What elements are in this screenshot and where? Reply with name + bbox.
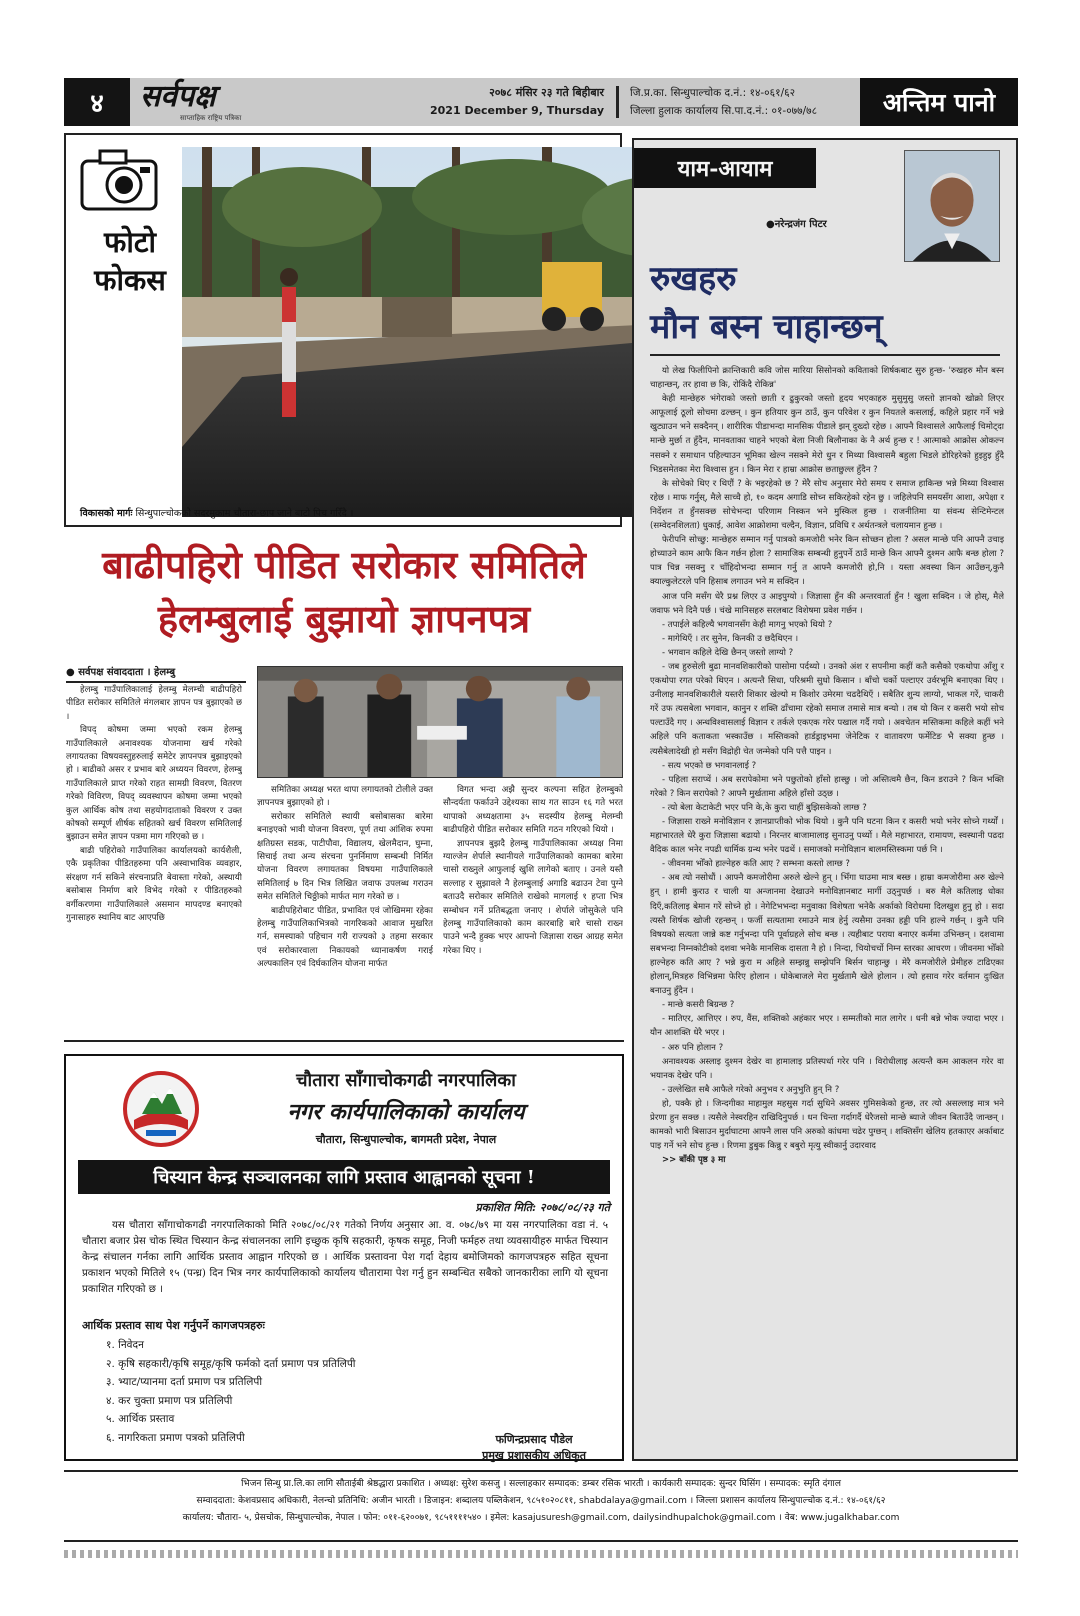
news-byline: ● सर्वपक्ष संवाददाता । हेलम्बु — [66, 664, 246, 683]
list-item: ६. नागरिकता प्रमाण पत्रको प्रतिलिपी — [106, 1431, 245, 1444]
memorandum-handover-photo — [257, 666, 623, 778]
list-item: ३. भ्याट/प्यानमा दर्ता प्रमाण पत्र प्रतिलिपी — [106, 1376, 263, 1389]
column-paragraph: - भगवान कहिले देखि छैनन् जस्तो लाग्यो ? — [662, 647, 794, 658]
news-headline — [64, 538, 624, 646]
notice-org-name: चौतारा साँगाचोकगढी नगरपालिका — [296, 1070, 516, 1091]
page-number: ४ — [64, 78, 130, 126]
continued-on-page: >> बाँकी पृष्ठ ३ मा — [662, 1155, 726, 1166]
list-item: ४. कर चुक्ता प्रमाण पत्र प्रतिलिपी — [106, 1394, 233, 1407]
column-paragraph: - जब हुरुसेली बुढा मानवशिकारीको पासोमा पर्दथ्यो । उनको अंश र सपनीमा कहीं कतै कसैको एकथोपा आँशु र एकथोपा रगत परेको थिएन । अत्यन्तै सिधा, परिश्रमी सुधो किसान । बाँचो चर्को पल्टाएर उर्वरभूमि बनाएका थिए । उनीलाइ मानवशिकारीले यस्तरी शिकार खेल्यो म किशोर उमेरमा चढदैथिएँ । सबैतिर शुन्य लाग्यो, भाकल गरें, चाकरी गरें उफ त्यसबेला भगवान, कानुन र शक्ति ढाँचामा रहेको समाज तमासे मात्र बन्यो । तब यो किन र कसरी भयो सोच पल्टाउँदै गए । अन्धविश्वासलाई विज्ञान र तर्कले एकएक गरेर पखाल गर्दै गयो । अवचेतन मस्तिकमा कहिले कहीं भने अहिले पनि कताकता भस्काउँछ । मस्तिकको हार्डड्राइभमा जेनेटिक र वातावरण फर्मेटिङ भै सक्या हुन्छ । त्यसैबेलादेखी हो मसँग विद्रोही चेत जन्मेको पनि पत्तै पाइन । — [650, 661, 1004, 757]
camera-icon — [78, 143, 170, 215]
column-paragraph: - त्यो बेला केटाकेटी भएर पनि के,के कुरा चाहीं बुझिसकेको लाग्छ ? — [662, 802, 867, 813]
news-column-2 — [257, 784, 433, 1036]
imprint-line-3: कार्यालय: चौतारा- ५, प्रेसचोक, सिन्धुपाल्चोक, नेपाल । फोन: ०११-६२००७१, ९८५११११५४० । इमेल: kasajusuresh@gmail.com, dailysindhupalchok@gmail.com । वेब: www.jugalkhabar.com — [182, 1513, 900, 1523]
column-paragraph: - अरु पनि होलान ? — [662, 1042, 724, 1053]
news-paragraph: हेलम्बु गाउँपालिकालाई हेलम्बु मेलम्ची बाढीपहिरो पीडित सरोकार समितिले मंगलबार ज्ञापन पत्र बुझाएको छ । — [66, 685, 242, 722]
news-paragraph: समितिका अध्यक्ष भरत थापा लगायतको टोलीले उक्त ज्ञापनपत्र बुझाएको हो । — [257, 785, 433, 809]
author-photo — [904, 150, 1000, 262]
list-item: २. कृषि सहकारी/कृषि समूह/कृषि फर्मको दर्ता प्रमाण पत्र प्रतिलिपी — [106, 1357, 356, 1370]
imprint-footer — [64, 1470, 1018, 1542]
column-paragraph: - सत्य भएको छ भगवानलाई ? — [662, 760, 757, 771]
list-item: ५. आर्थिक प्रस्ताव — [106, 1413, 175, 1426]
photo-caption-text: सिन्धुपाल्चोकको सदरमुकाम चौतारा-छाप जाने बाटो पिच गरिँदै । — [135, 508, 354, 519]
registration-info — [630, 84, 870, 120]
column-paragraph: - जीवनमा भोँको हाल्नेहरु कति आए ? सम्भना कस्तो लाग्छ ? — [662, 859, 850, 870]
column-title-line-1: रुखहरु — [650, 259, 737, 299]
column-author: ●नरेन्द्रजंग पिटर — [766, 219, 827, 230]
column-paragraph: के सोचेको थिए र थिएौं ? के भइरहेको छ ? मेरै सोच अनुसार मेरो समय र समाज हाकिन्छ भन्ने मिथ्या विश्वास रहेछ । माफ गर्नुस्, मैले साच्चै हो, १० कदम अगाडि सोच्न सकिरहेको रहेन छु । जहिलेपनि समयसँग आशा, अपेक्षा र निर्देशन त हुँनसक्छ सोचेभन्दा परिणाम निस्कन भने मुस्किल हुन्छ । राजनीतिमा या संवन्ध सेन्टिमेन्टल (सम्वेदनशिलता) धुकाई, आवेश आक्रोशमा चल्दैन, विज्ञान, प्रविधि र अर्थतन्त्रले चलायमान हुन्छ । — [650, 478, 1004, 532]
photo-caption-label: विकासको मार्गः — [80, 508, 133, 519]
notice-published-date: प्रकाशित मिति: २०७८/०८/२३ गते — [475, 1201, 610, 1214]
column-paragraph: - जिज्ञासा राख्ने मनोविज्ञान र ज्ञानप्राप्तीको भोक थियो । कुनै पनि घटना किन र कसरी भयो भनेर सोच्ने गर्थ्यों । महाभारतले धेरै कुरा जिज्ञासा बढायो । निरन्तर बाजामालाइ सुनाउनु पर्थ्यो । मैले महाभारत, रामायण, स्वस्थानी पढदा वैदिक काल भनेर नपढी धार्मिक ग्रन्थ भनेर पढथें । समाजको मनोविज्ञान बालमस्तिस्कमा पर्छ नि । — [650, 817, 1004, 856]
news-paragraph: विपद् कोषमा जम्मा भएको रकम हेलम्बु गाउँपालिकाले अनावश्यक योजनामा खर्च गरेको लगायतका विषयवस्तुहरुलाई समेटेर ज्ञापनपत्र बुझाइएको हो । बाढीको असर र प्रभाव बारे अध्ययन विवरण, हेलम्बु गाउँपालिकाले प्राप्त गरेको राहत सामग्री विवरण, वितरण गरेको विविरण, विपद् व्यवस्थापन कोषमा जम्मा भएको कुल आर्थिक कोष तथा सहयोगदाताको विवरण र उक्त कोषको सम्पूर्ण शीर्षक सहितको खर्च विवरण समितिलाई बुझाउन समेत ज्ञापन पत्रमा माग गरिएको छ । — [66, 725, 242, 843]
news-paragraph: सरोकार समितिले स्थायी बसोबासका बारेमा बनाइएको भावी योजना विवरण, पूर्ण तथा आंशिक रुपमा क्षतिग्रस्त सडक, पाटीपौवा, विद्यालय, खेलमैदान, घुम्ना, सिचाई तथा अन्य संरचना पुनर्निमाण सम्बन्धी निर्मित योजना विवरण लगायतका विषयमा गाउँपालिकाले समितिलाई ७ दिन भित्र लिखित जवाफ उपलब्ध गराउन समेत समितिले चिठ्ठीको मार्फत माग गरेको छ । — [257, 811, 433, 903]
column-paragraph: यो लेख फिलीपिनो क्रान्तिकारी कवि जोस मारिया सिसोनको कविताको शिर्षकबाट सुरु हुन्छ- 'रुखहरु मौन बस्न चाहान्छन्, तर हावा छ कि, रोकिंदै रोकिन्न' — [650, 366, 1004, 391]
photo-focus-title — [80, 223, 180, 299]
registration-line-2: जिल्ला हुलाक कार्यालय सि.पा.द.नं.: ०१-०७७/७८ — [630, 105, 818, 117]
column-paragraph: - पहिला सराप्थें । अब सरापेकोमा भने पछुतोको हाँसो हास्छु । जो अस्तित्वमै छैन, किन डराउने ? किन भक्ति गरेको ? किन सरापेको ? आफ्नै मुर्खतामा अहिले हाँसो उठ्छ । — [650, 774, 1004, 799]
photo-caption — [80, 506, 353, 519]
column-paragraph: आज पनि मसँग धेरै प्रश्न लिएर उ आइपुग्यो । जिज्ञासा हुँन की अन्तरवार्ता हुँन ! खुला सक्दिन । जे होस्, मैले जवाफ भने दिनै पर्छ । चंखे मानिसहरु सरलबाट विशेषमा प्रवेश गर्छन । — [650, 591, 1004, 616]
news-column-3 — [443, 784, 623, 1036]
list-item: १. निवेदन — [106, 1339, 144, 1351]
column-title-line-2: मौन बस्न चाहान्छन् — [650, 307, 883, 347]
issue-date — [394, 84, 604, 120]
column-paragraph: - तपाईले कहिल्यै भगवानसँग केही मागनु भएको थियो ? — [662, 619, 833, 630]
nepal-emblem-icon — [122, 1070, 200, 1148]
section-divider — [64, 1040, 624, 1042]
notice-body — [82, 1218, 608, 1298]
news-headline-line-2: हेलम्बुलाई बुझायो ज्ञापनपत्र — [157, 596, 531, 641]
column-paragraph: फेरीपनि सोच्छु: मान्छेहरु सम्मान गर्नु पात्रको कमजोरी भनेर किन सोच्छन होला ? असल मान्छे पनि आफ्नै उचाइ होच्याउने काम आफै किन गर्छन होला ? सामाजिक सम्बन्धी हुनुपर्ने ठाउँ मान्छे किन आफ्नै दुश्मन आफै बन्छ होला ? पात्र चिन्न नसक्नु र चाँहिदोभन्दा सम्मान गर्नु त आफ्नै कमजोरी हो,नि । यस्ता अवस्था किन आउँछन्,कुनै क्याल्कुलेटरले पनि हिसाब लगाउन भने म सक्दिन । — [650, 535, 1004, 588]
column-badge: याम-आयाम — [634, 148, 816, 188]
column-paragraph: हो, पक्कै हो । जिन्दगीका माहामुल महसुस गर्दा सुधिने अवसर गुमिसकेको हुन्छ, तर त्यो असल्लाइ मात्र भने प्रेरणा हुन सक्छ । त्यसैले नेस्वरहिन राखिदिनुपर्छ । धन चिन्ता गर्दागर्दै धेरैजसो मान्छे ब्याजे जीवन बिताउँदै जान्छन् । कामको भारी बिसाउन मुर्दाघाटमा आफ्नै लास पनि अरुको कांधमा चढेर पुग्छन् । शक्तिसँग खेलिय हतकाएर अर्काबाट पाइ गर्ने भने सोच हुन्छ । रिणमा डुबुक किन्नु र बबुरो मृत्यु स्वीकार्नु उदारवाद — [650, 1098, 1004, 1152]
road-paving-photo — [182, 147, 700, 517]
photo-focus-title-line-2: फोकस — [94, 263, 166, 297]
notice-title: चिस्यान केन्द्र सञ्चालनका लागि प्रस्ताव आह्वानको सूचना ! — [78, 1160, 610, 1194]
signer-name: फणिन्द्रप्रसाद पौडेल — [495, 1433, 573, 1446]
column-paragraph: - मान्छे कसरी बिग्रन्छ ? — [662, 1000, 735, 1011]
registration-line-1: जि.प्र.का. सिन्धुपाल्चोक द.नं.: १४-०६१/६२ — [630, 87, 796, 99]
imprint-line-2: सम्वाददाता: केशवप्रसाद अधिकारी, नेलन्चो प्रतिनिधि: अजीन भारती । डिजाइन: शब्दालय पब्लिकेशन, ९८५१०२०८११, shabdalaya@gmail.com । जिल्ला प्रशासन कार्यालय सिन्धुपाल्चोक द.नं.: १४-०६१/६२ — [196, 1496, 886, 1506]
column-title-rule — [650, 354, 1000, 356]
notice-body-text: यस चौतारा साँगाचोकगढी नगरपालिकाको मिति २०७८/०८/२१ गतेको निर्णय अनुसार आ. व. ०७८/७९ मा यस नगरपालिका वडा नं. ५ चौतारा बजार प्रेस चोक स्थित चिस्यान केन्द्र संचालनका लागि इच्छुक कृषि सहकारी, कृषक समूह, निजी फर्महरु तथा व्यवसायीहरु मार्फत चिस्यान केन्द्र संचालन गर्नका लागि आर्थिक प्रस्ताव आह्वान गरिएको छ । आर्थिक प्रस्तावना पेश गर्दा देहाय बमोजिमको कागजपत्रहरु सहित सूचना प्रकाशन भएको मितिले १५ (पन्ध्र) दिन भित्र नगर कार्यपालिकाको कार्यालय चौतारामा पेश गर्नु हुन सम्बन्धित सबैको जानकारीका लागि यो सूचना प्रकाशित गरिएको छ । — [82, 1220, 608, 1295]
column-paragraph: - उल्लेखित सबै आफैले गरेको अनुभव र अनुभुति हुन् नि ? — [662, 1084, 840, 1095]
paper-tagline: साप्ताहिक राष्ट्रिय पत्रिका — [180, 114, 242, 122]
column-paragraph: अनावश्यक अस्लाइ दुश्मन देखेर वा हामालाइ प्रतिस्पर्धा गरेर पनि । विरोधीलाइ अत्यन्तै कम आकलन गरेर वा भयानक देखेर पनि । — [650, 1056, 1004, 1081]
news-column-1 — [66, 684, 242, 1036]
notice-signer — [482, 1432, 586, 1464]
column-paragraph: केही मान्छेहरु भंगेराको जस्तो छाती र ढुकुरको जस्तो हृदय भएकाहरु मुसुमुसु जस्तो ज्ञानको खोक्रो लिएर आफूलाई ठूलो सोचमा ढल्छन् । कुन हतियार कुन ठाउँ, कुन परिवेश र कुन नियतले कसलाई, कहिले प्रहार गर्ने भन्ने खुट्याउन भने सक्दैनन् । शारीरिक पीडाभन्दा मानसिक पीडाले झन् दुख्दो रहेछ । आफ्नै विश्वासले आफैलाई चिमोट्दा मान्छे मुर्छा त हुँदैन, मानवताका चाहने भएको बेला निजी बिलौनाका के नै अर्थ हुन्छ र ! आत्माको आक्रोस ओकल्न नसक्ने र समाधान पहिल्याउन भूमिका खेल्न नसक्ने मेरो धुन र मिथ्या विश्वासमै बहुला भिडले डोरिहरेको हुइहुइ हुँदै भिडसमेतका मेरा विश्वास हुन । किन मेरा र हाम्रा आक्रोस छताछुल्ल हुँदैन ? — [650, 394, 1004, 475]
imprint-line-1: भिजन सिन्धु प्रा.लि.का लागि सौताईबी श्रेष्ठद्धारा प्रकाशित । अध्यक्ष: सुरेश कसजु । सल्लाहकार सम्पादक: डम्बर रसिक भारती । कार्यकारी सम्पादक: सुन्दर घिसिंग । सम्पादक: स्मृति दंगाल — [241, 1479, 841, 1489]
news-paragraph: बाढी पहिरोको गाउँपालिका कार्यालयको कार्यशैली, एकै प्रकृतिका पीडितहरुमा पनि अस्वाभाविक व्यवहार, संरक्षण गर्न सकिने संरचनाप्रति बेवास्ता गरेको, अस्थायी बसोबास निर्माण बारे विभेद गरेको र पीडितहरुको वर्गीकरणमा गाउँपालिकाले असमान मापदण्ड बनाएको गुनासाहरु स्थानिय बाट आएपछि — [66, 845, 242, 923]
masthead-divider — [616, 86, 619, 118]
section-label-last-page: अन्तिम पानो — [860, 78, 1018, 126]
notice-docs-title: आर्थिक प्रस्ताव साथ पेश गर्नुपर्ने कागजपत्रहरुः — [82, 1319, 265, 1332]
bottom-dotted-rule — [64, 1550, 1018, 1558]
municipal-notice — [64, 1054, 624, 1461]
column-paragraph: - मागेथिएँ । तर सुनेन, किनकी उ छदैथिएन । — [662, 633, 799, 644]
newspaper-logo — [140, 80, 290, 124]
notice-address: चौतारा, सिन्धुपाल्चोक, बागमती प्रदेश, नेपाल — [315, 1133, 497, 1146]
notice-docs-list — [106, 1336, 356, 1448]
signer-title: प्रमुख प्रशासकीय अधिकृत — [482, 1449, 586, 1462]
column-text — [650, 364, 1004, 1454]
paper-name: सर्वपक्ष — [140, 79, 216, 114]
photo-focus-box — [64, 133, 622, 527]
column-paragraph: - मातिएर, आत्तिएर । रुप, वैंस, शक्तिको अहंकार भएर । सम्मतीको मात लागेर । धनी बन्ने भोक ज्यादा भएर । यौन आशक्ति धेरै भएर । — [650, 1014, 1004, 1039]
issue-date-nepali: २०७८ मंसिर २३ गते बिहीबार — [489, 86, 604, 99]
issue-date-english: 2021 December 9, Thursday — [430, 104, 604, 117]
masthead — [64, 78, 1018, 126]
news-paragraph: बाढीपहिरोबाट पीडित, प्रभावित एवं जोखिममा रहेका हेलम्बु गाउँपालिकाभित्रको नागरिकको आवाज मुखरित गर्न, समस्याको पहिचान गरी राज्यको ३ तहमा सरकार एवं सरोकारवाला निकायको ध्यानाकर्षण गराई अल्पकालिन एवं दिर्घकालिन योजना मार्फत — [257, 905, 433, 970]
column-continued — [650, 1153, 1004, 1167]
opinion-column — [632, 138, 1018, 1461]
column-paragraph: - अब त्यो नसोधौं । आफ्नै कमजोरीमा अरुले खेल्ने हुन् । भिँगा घाउमा मात्र बस्छ । हाम्रा कमजोरीमा अरु खेल्ने हुन् । हामी कुराउ र चाली या अन्जानमा देखाउने मनोविज्ञानबाट मार्गी उठ्नुपर्छ । बरु मैले कतिलाइ धोका दिएँ,कतिलाइ बेमान गरें सोच्ने हो । नेगेटिभभन्दा मनुवाका विशेषता भनेकै अर्काको विरोधमा दिलखुश हुनु हो । सदा त्यस्तै शिर्षक खोजी रहन्छन् । फर्जी सत्यतामा रमाउने मात्र हेर्नु त्यसैमा उनका हड्डी पनि हाल्ने गर्छन् । कुनै पनि विषयको सत्यता जान्ने कष्ट गर्नुभन्दा पनि पूर्वाग्रहले सोच बन्छ । त्यहीबाट पराया बनाएर कर्ममा उभिन्छन् । दशवामा सबभन्दा निम्नकोटीको दशवा भनेकै मानसिक दासता नै हो । निन्दा, चियोचर्चो निम्न स्तरका आचरण । जीवनमा भोँको हाल्नेहरु कति आए ? भन्ने कुरा म अहिले सम्झन्नु सम्झेपनि बिर्सन चाहान्छु । मेरै कमजोरीले प्रेमीहरु टाढिएका होलान्,मित्रहरु विभिन्नमा फेरिए होलान । धोकेबाजले मेरा मुर्खतामै खेले होलान । त्यो हसाव गरेर वर्तमान दुःखित बनाउनु हुँदैन । — [650, 873, 1004, 997]
notice-office-name: नगर कार्यपालिकाको कार्यालय — [287, 1099, 525, 1125]
news-headline-line-1: बाढीपहिरो पीडित सरोकार समितिले — [102, 542, 586, 587]
photo-focus-title-line-1: फोटो — [104, 225, 156, 259]
news-paragraph: विगत भन्दा अझै सुन्दर कल्पना सहित हेलम्बुको सौन्दर्यता फर्काउने उद्देश्यका साथ गत साउन १६ गते भरत थापाको अध्यक्षतामा ३५ सदस्यीय हेलम्बु मेलम्ची बाढीपहिरो पीडित सरोकार समिति गठन गरिएको थियो । — [443, 785, 623, 836]
news-paragraph: ज्ञापनपत्र बुझदै हेलम्बु गाउँपालिकाका अध्यक्ष निमा ग्याल्जेन शेर्पाले स्थानीयले गाउँपालिकाको कामका बारेमा चासो राख्नुले आफुलाई खुशि लागेको बताए । उनले यस्तै सल्लाह र सुझावले नै हेलम्बुलाई अगाडि बढाउन टेवा पुग्ने बताउदै सरोकार समितिले राखेको मागलाई १ हप्ता भित्र सम्बोधन गर्ने प्रतिबद्धता जनाए । शेर्पाले जोसुकेले पनि हेलम्बु गाउँपालिकाको काम कारबाहि बारे चासो राख्न पाउने भन्दै हुक्क भएर आफ्नो जिज्ञासा राख्न आग्रह समेत गरेका थिए । — [443, 838, 623, 956]
